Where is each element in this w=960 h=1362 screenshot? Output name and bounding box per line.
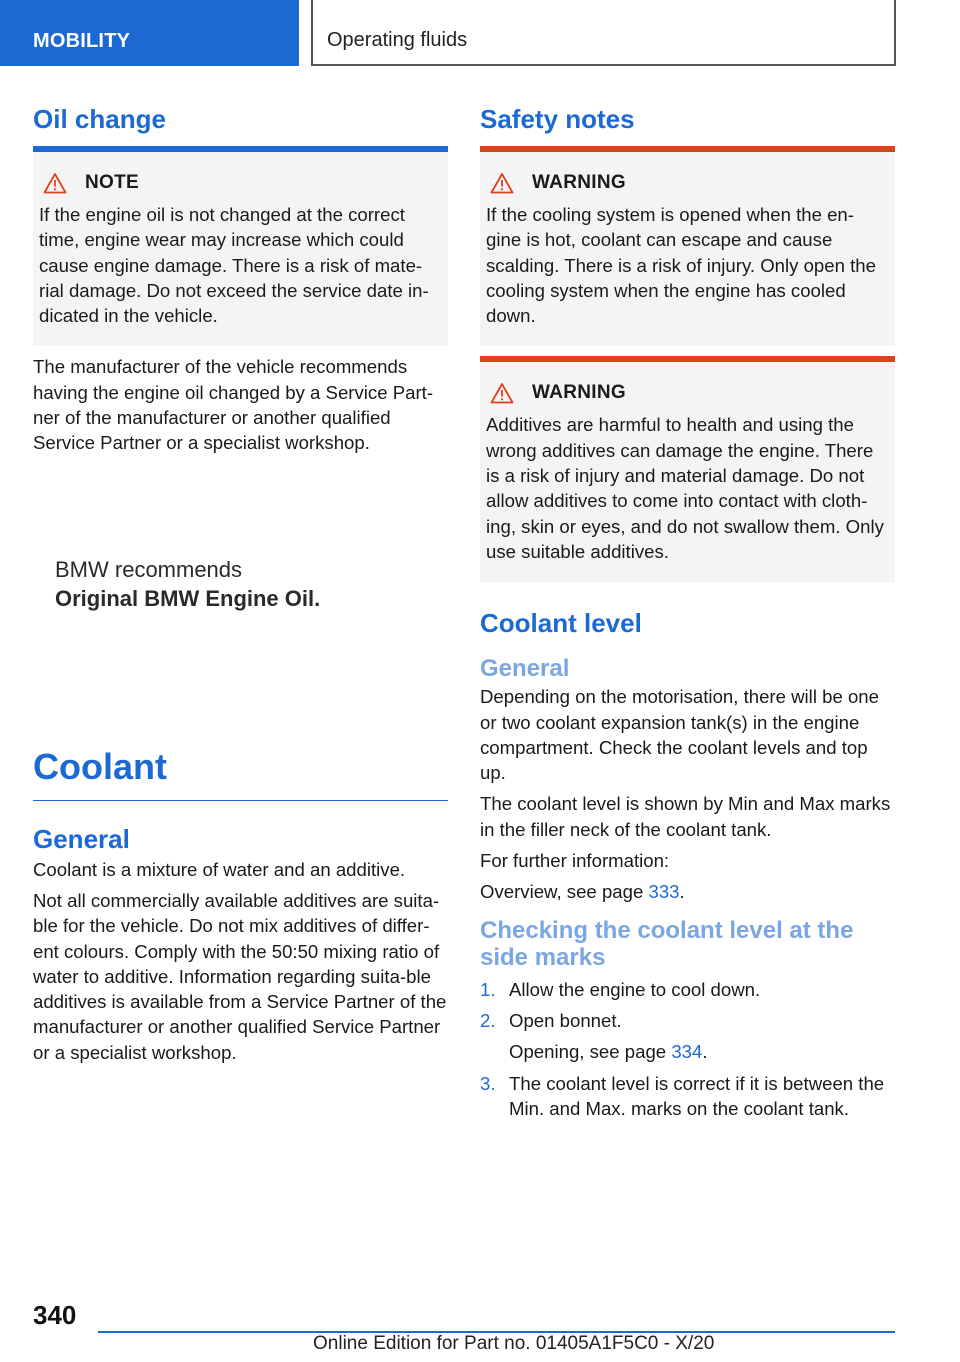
coolant-paragraph-2: The coolant level is shown by Min and Max marks in the filler neck of the coolant tank. bbox=[480, 793, 891, 840]
warning-2-header bbox=[486, 380, 889, 406]
general-subheading: General bbox=[480, 655, 570, 683]
oil-recommendation-paragraph: The manufacturer of the vehicle recommends having the engine oil changed by a Service Part-ner of the manufacturer or another qualified Service Partner or a specialist workshop. bbox=[33, 356, 434, 454]
warning-1-header bbox=[486, 170, 889, 196]
note-text: If the engine oil is not changed at the correct time, engine wear may increase which could cause engine damage. There is a risk of mate-rial damage. Do not exceed the service date in-dicated in the vehicle. bbox=[39, 204, 429, 327]
coolant-level-heading: Coolant level bbox=[480, 608, 642, 639]
note-box bbox=[33, 146, 448, 346]
step-number: 1. bbox=[480, 978, 496, 1000]
opening-period: . bbox=[702, 1041, 708, 1063]
checking-steps-list bbox=[480, 977, 895, 1121]
warning-2-label: WARNING bbox=[532, 382, 626, 404]
general-heading: General bbox=[33, 823, 130, 854]
step-text bbox=[509, 1008, 708, 1065]
step-item-3 bbox=[480, 1071, 895, 1122]
step-2-main-text: Open bonnet. bbox=[509, 1009, 622, 1031]
chapter-label: Operating fluids bbox=[327, 29, 468, 51]
chapter-tab bbox=[311, 0, 896, 66]
bmw-oil-banner bbox=[33, 556, 448, 614]
overview-reference bbox=[480, 879, 895, 904]
step-number: 2. bbox=[480, 1009, 496, 1031]
page-number: 340 bbox=[33, 1300, 77, 1330]
checking-heading: Checking the coolant level at the side marks bbox=[480, 916, 854, 971]
coolant-heading: Coolant bbox=[33, 745, 167, 787]
coolant-paragraph-1: Depending on the motorisation, there will be one or two coolant expansion tank(s) in the engine compartment. Check the coolant levels and top up. bbox=[480, 686, 879, 784]
opening-reference bbox=[509, 1039, 708, 1064]
opening-prefix: Opening, see page bbox=[509, 1041, 672, 1063]
edition-text: Online Edition for Part no. 01405A1F5C0 - X/20 bbox=[313, 1333, 715, 1354]
warning-1-label: WARNING bbox=[532, 172, 626, 193]
overview-prefix: Overview, see page bbox=[480, 881, 649, 903]
warning-box-2 bbox=[480, 356, 895, 582]
warning-triangle-icon bbox=[486, 170, 532, 196]
left-column bbox=[33, 100, 448, 1071]
warning-triangle-icon bbox=[486, 380, 532, 406]
safety-notes-heading: Safety notes bbox=[480, 104, 635, 134]
bmw-recommends-text: BMW recommends bbox=[55, 556, 243, 582]
right-column bbox=[480, 100, 895, 1127]
step-item-2 bbox=[480, 1008, 895, 1065]
step-number: 3. bbox=[480, 1072, 496, 1094]
coolant-heading-rule bbox=[33, 800, 448, 801]
warning-1-text: If the cooling system is opened when the en-gine is hot, coolant can escape and cause scalding. There is a risk of injury. Only open the cooling system when the engine has cooled down. bbox=[486, 204, 876, 327]
note-header bbox=[39, 170, 442, 196]
page-header bbox=[0, 0, 960, 66]
note-label: NOTE bbox=[85, 172, 139, 193]
general-paragraph-1: Coolant is a mixture of water and an additive. bbox=[33, 858, 406, 880]
step-text: The coolant level is correct if it is between the Min. and Max. marks on the coolant tank. bbox=[509, 1072, 885, 1119]
oil-change-heading: Oil change bbox=[33, 104, 166, 134]
warning-triangle-icon bbox=[39, 170, 85, 196]
section-tab bbox=[0, 0, 299, 66]
section-label: MOBILITY bbox=[33, 30, 131, 52]
general-paragraph-2: Not all commercially available additives are suita-ble for the vehicle. Do not mix additives of differ-ent colours. Comply with the 50:50 mixing ratio of water to additive. Information regarding suita-ble additives is available from a Service Partner of the manufacturer or another qualified Service Partner or a specialist workshop. bbox=[33, 889, 447, 1063]
warning-2-text: Additives are harmful to health and using the wrong additives can damage the engine. There is a risk of injury and material damage. Do not allow additives to come into contact with cloth-ing, skin or eyes, and do not swallow them. Only use suitable additives. bbox=[486, 414, 884, 562]
bmw-engine-oil-text: Original BMW Engine Oil. bbox=[55, 585, 321, 611]
opening-page-link[interactable]: 334 bbox=[671, 1041, 703, 1063]
step-text: Allow the engine to cool down. bbox=[509, 978, 761, 1000]
overview-period: . bbox=[679, 881, 685, 903]
coolant-paragraph-3: For further information: bbox=[480, 850, 670, 872]
overview-page-link[interactable]: 333 bbox=[648, 881, 680, 903]
warning-box-1 bbox=[480, 146, 895, 346]
step-item-1 bbox=[480, 977, 895, 1002]
